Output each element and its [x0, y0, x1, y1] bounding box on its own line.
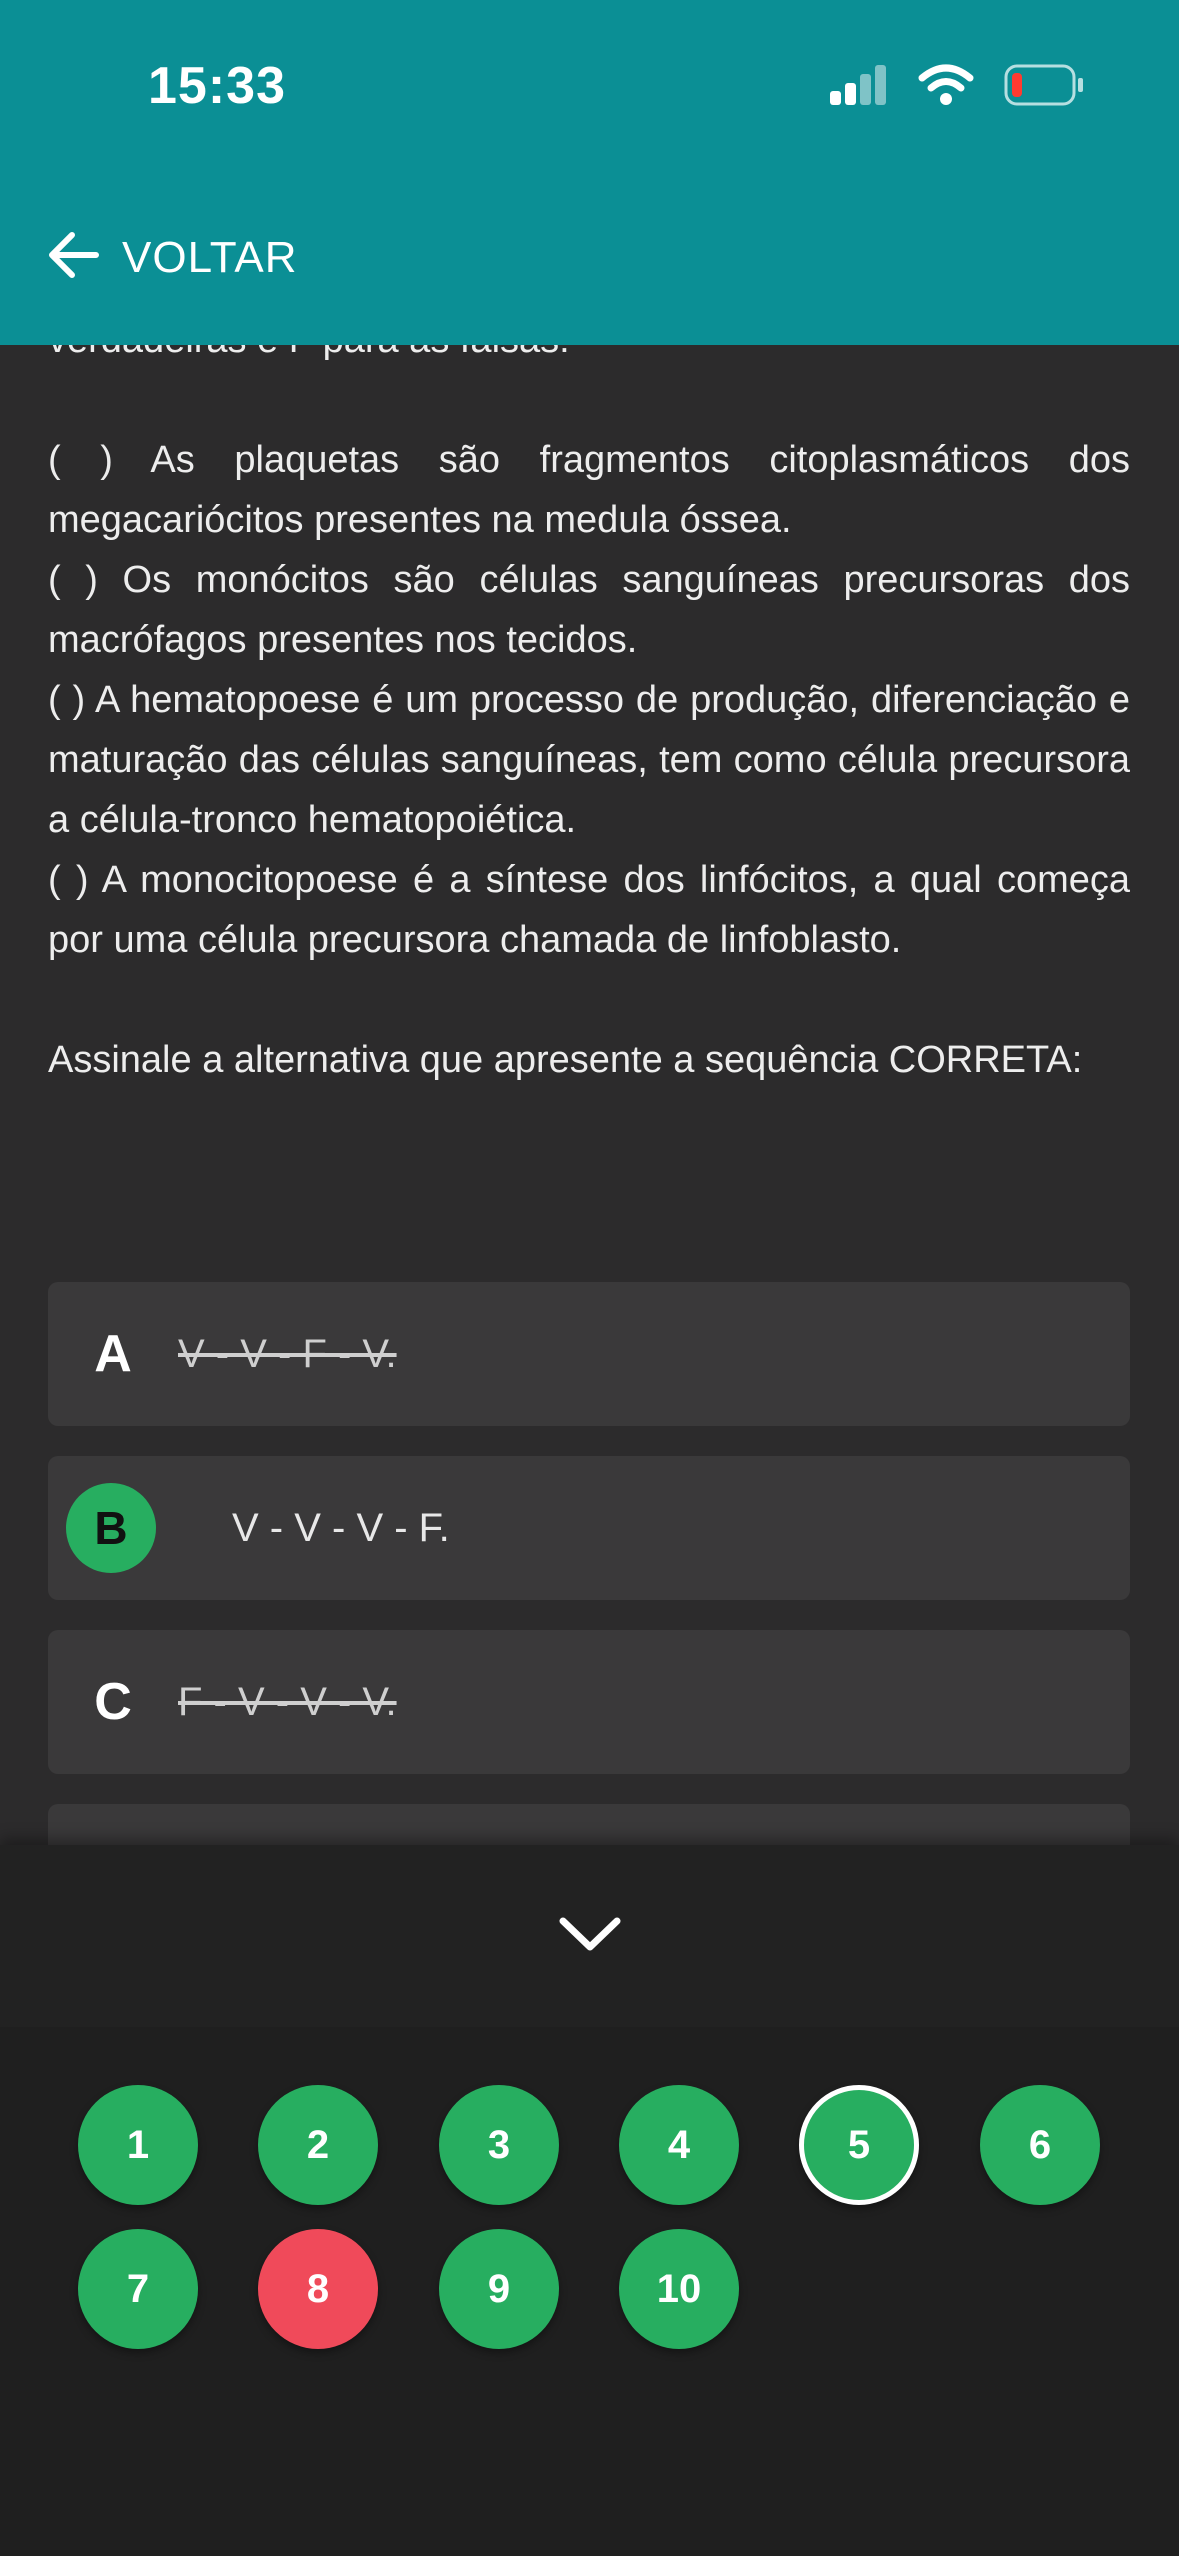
alternative-letter: C: [94, 1673, 132, 1731]
question-nav-1[interactable]: 1: [78, 2085, 198, 2205]
question-content[interactable]: [0, 345, 1179, 1845]
question-nav-5-current[interactable]: 5: [799, 2085, 919, 2205]
cellular-signal-icon: [830, 65, 888, 110]
battery-low-icon: [1004, 64, 1084, 111]
back-label: VOLTAR: [122, 232, 298, 282]
question-nav-9[interactable]: 9: [439, 2229, 559, 2349]
alternative-a[interactable]: [48, 1282, 1130, 1426]
status-icons: [830, 60, 1084, 114]
question-nav-3[interactable]: 3: [439, 2085, 559, 2205]
question-text: [48, 310, 1130, 1090]
question-prompt: Assinale a alternativa que apresente a sequência CORRETA:: [48, 1039, 1083, 1081]
alternative-b[interactable]: [48, 1456, 1130, 1600]
statement-1: ( ) As plaquetas são fragmentos citoplasmáticos dos megacariócitos presentes na medula óssea.: [48, 439, 1130, 541]
question-nav-6[interactable]: 6: [980, 2085, 1100, 2205]
alternative-c[interactable]: [48, 1630, 1130, 1774]
status-time: 15:33: [148, 57, 286, 115]
alternative-letter: A: [94, 1325, 132, 1383]
alternative-letter-selected: B: [66, 1483, 156, 1573]
app-header: [0, 0, 1179, 345]
question-nav-7[interactable]: 7: [78, 2229, 198, 2349]
question-navigator-sheet: [0, 1845, 1179, 2556]
question-nav-8-wrong[interactable]: 8: [258, 2229, 378, 2349]
back-button[interactable]: [44, 225, 298, 290]
arrow-left-icon: [44, 225, 104, 290]
alternative-text: V - V - F - V.: [178, 1331, 397, 1376]
chevron-down-icon: [555, 1911, 625, 1962]
question-nav-4[interactable]: 4: [619, 2085, 739, 2205]
question-nav-10[interactable]: 10: [619, 2229, 739, 2349]
statement-2: ( ) Os monócitos são células sanguíneas precursoras dos macrófagos presentes nos tecidos.: [48, 559, 1130, 661]
statement-3: ( ) A hematopoese é um processo de produção, diferenciação e maturação das células sanguíneas, tem como célula precursora a célula-tronco hematopoiética.: [48, 679, 1130, 841]
alternative-text: V - V - V - F.: [232, 1505, 450, 1550]
alternative-text: F - V - V - V.: [178, 1679, 397, 1724]
statement-4: ( ) A monocitopoese é a síntese dos linfócitos, a qual começa por uma célula precursora chamada de linfoblasto.: [48, 859, 1130, 961]
collapse-sheet-button[interactable]: [0, 1845, 1179, 2027]
question-nav-2[interactable]: 2: [258, 2085, 378, 2205]
wifi-icon: [918, 64, 974, 111]
